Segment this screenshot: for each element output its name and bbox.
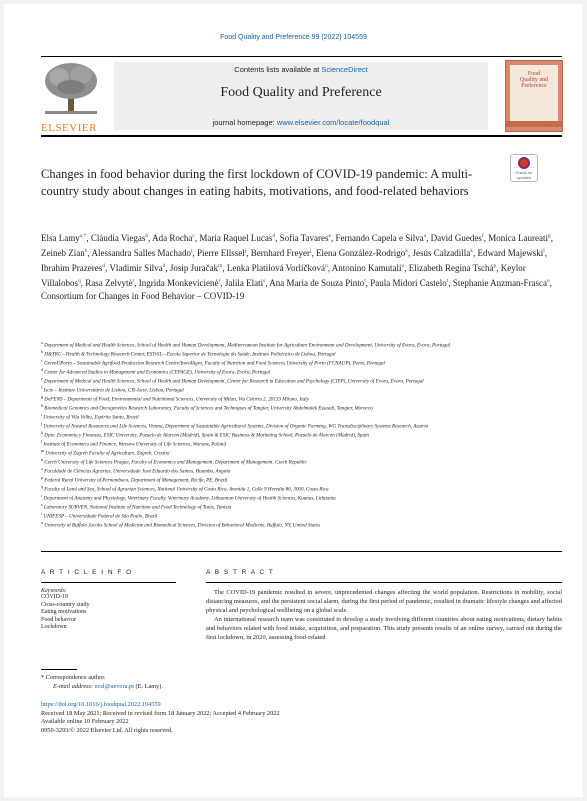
author-affiliation-marker[interactable]: r (218, 278, 221, 284)
homepage-line (114, 118, 488, 127)
author-name[interactable]: Elizabeth Regina Tschá (408, 263, 494, 273)
author-affiliation-marker[interactable]: m (218, 263, 223, 269)
affiliation-marker: a (41, 340, 43, 345)
homepage-prefix: journal homepage: (212, 118, 275, 127)
available-online: Available online 10 February 2022 (41, 718, 129, 726)
elsevier-wordmark: ELSEVIER (41, 122, 97, 134)
author-affiliation-marker[interactable]: t (446, 278, 449, 284)
abstract-rule (206, 582, 562, 583)
author-name[interactable]: Bernhard Freyer (250, 248, 311, 258)
affiliation-text: University of Natural Resources and Life Sciences, Vienna, Department of Sustainable Agricultural Systems, Division of Organic Farming, WG Transdisciplinary Systems Research, Austria (43, 423, 429, 430)
affiliation-text: Federal Rural University of Pernambuco, Department of Management, Recife, PE, Brazil (44, 477, 228, 484)
author-affiliation-marker[interactable]: j (310, 248, 312, 254)
email-label: E-mail address: (53, 682, 94, 690)
email-line (41, 683, 163, 692)
cover-line-2: Quality and (519, 77, 549, 83)
author-name[interactable]: Jalila Elati (224, 278, 264, 288)
affiliation-item (41, 403, 562, 412)
author-name[interactable]: Vladimir Silva (109, 263, 163, 273)
affiliation-marker: f (41, 384, 43, 390)
author-name[interactable]: Ada Rocha (152, 233, 193, 243)
journal-banner (114, 62, 488, 130)
author-name[interactable]: Sofia Tavares (279, 233, 329, 243)
author-name[interactable]: Keylor Villalobos (41, 263, 526, 288)
affiliation-marker: t (41, 510, 43, 516)
affiliation-item (41, 385, 562, 394)
author-affiliation-marker[interactable]: k (405, 248, 409, 254)
keywords-label: Keywords: (41, 588, 67, 594)
elsevier-logo[interactable] (41, 61, 105, 134)
author-name[interactable]: Pierre Ellssel (197, 248, 245, 258)
author-affiliation-marker[interactable]: a (423, 233, 427, 239)
affiliation-text: Department of Medical and Health Sciences, School of Health and Human Development, Center for Research in Education and Psychology (CIEP), University of Evora, Evora, Portugal (44, 378, 424, 385)
author-name[interactable]: Lenka Platilová Vorlíčková (226, 263, 326, 273)
affiliation-marker: n (41, 456, 43, 462)
keyword-item: Food behavior (41, 616, 76, 623)
footnote-rule (41, 669, 77, 670)
article-info-rule (41, 582, 176, 583)
affiliation-item (41, 484, 562, 493)
affiliation-item (41, 466, 562, 475)
author-name[interactable]: Elsa Lamy (41, 233, 80, 243)
journal-header (41, 56, 562, 137)
cover-title (510, 65, 558, 127)
publication-info (41, 701, 280, 735)
affiliation-item (41, 511, 562, 520)
affiliation-text: DeFENS – Department of Food, Environmental and Nutritional Sciences, University of Milan, Via Celoria 2, 20133 Milano, Italy (44, 396, 309, 403)
author-affiliation-marker[interactable]: c (192, 233, 195, 239)
author-name[interactable]: Stephanie Anzman-Frasca (452, 278, 548, 288)
author-affiliation-marker[interactable]: p (493, 263, 497, 269)
author-name[interactable]: Ingrida Monkevicienė (138, 278, 219, 288)
affiliation-text: Center for Advanced Studies in Management and Economics (CEFAGE), University of Evora, Evora, Portugal (44, 369, 271, 376)
affiliation-text: Department of Medical and Health Sciences, School of Health and Human Development, Mediterranean Institute for Agriculture Environment and Development, University of Evora, Evora, Portugal (44, 342, 451, 349)
author-affiliation-marker[interactable]: d (162, 263, 166, 269)
keyword-item: Lockdown (41, 624, 67, 630)
author-name[interactable]: Consortium for Changes in Food Behavior – COVID-19 (41, 291, 245, 301)
affiliation-item (41, 349, 562, 358)
author-name[interactable]: Ibrahim Prazeres (41, 263, 103, 273)
affiliation-item (41, 439, 562, 448)
affiliation-marker: m (41, 447, 45, 453)
affiliation-text: UNIFESP – Universidade Federal de São Paulo, Brazil (43, 513, 158, 520)
affiliation-marker: g (41, 393, 43, 399)
author-name[interactable]: Rasa Zelvytė (85, 278, 133, 288)
author-name[interactable]: Maria Raquel Lucas (199, 233, 273, 243)
affiliation-text: Dpto. Economía y Finanzas, ESIC University, Pozuelo de Alarcón (Madrid), Spain & ESIC Business & Marketing School, Pozuelo de Alarcón (Madrid), Spain (44, 432, 369, 439)
affiliation-marker: i (41, 411, 43, 417)
affiliation-marker: u (41, 519, 43, 525)
cover-band (506, 121, 562, 127)
author-affiliation-marker[interactable]: h (84, 248, 88, 254)
author-affiliation-marker[interactable]: i (190, 248, 193, 254)
author-affiliation-marker[interactable]: n (325, 263, 328, 269)
copyright: 0950-3293/© 2022 Elsevier Ltd. All rights reserved. (41, 726, 173, 734)
author-affiliation-marker[interactable]: f (481, 233, 484, 239)
author-name[interactable]: Zeineb Zian (41, 248, 85, 258)
affiliation-marker: e (41, 375, 43, 381)
author-name[interactable]: Ana Maria de Souza Pinto (269, 278, 365, 288)
affiliation-text: Department of Anatomy and Physiology, Veterinary Faculty, Veterinary Academy, Lithuanian University of Health Sciences, Kaunas, Lithuania (43, 495, 336, 502)
keyword-item: COVID-19 (41, 594, 68, 600)
article-info-heading: A R T I C L E I N F O (41, 569, 133, 576)
affiliation-text: Faculdade de Ciências Agrárias, Universidade José Eduardo dos Santos, Huambo, Angola (44, 468, 231, 475)
author-name[interactable]: Cláudia Viegas (90, 233, 146, 243)
journal-title: Food Quality and Preference (220, 85, 382, 100)
affiliation-text: GreenUPorto – Sustainable Agrifood Production Research Centre/Inov4Agro, Faculty of Nutrition and Food Sciences University of Porto (FCNAUP), Porto, Portugal (44, 360, 385, 367)
affiliation-text: University of Zagreb Faculty of Agriculture, Zagreb, Croatia (45, 450, 170, 457)
journal-cover-thumbnail[interactable] (505, 60, 563, 132)
affiliation-item (41, 394, 562, 403)
author-affiliation-marker[interactable]: e (328, 233, 331, 239)
author-affiliation-marker[interactable]: s (263, 278, 266, 284)
affiliation-item (41, 520, 562, 529)
author-name[interactable]: Monica Laureati (488, 233, 548, 243)
author-affiliation-marker[interactable]: u (547, 278, 550, 284)
author-name[interactable]: Josip Juračak (169, 263, 219, 273)
affiliation-marker: h (41, 402, 43, 408)
author-affiliation-marker[interactable]: o (401, 263, 405, 269)
elsevier-tree-icon (41, 61, 101, 116)
author-name[interactable]: Elena González-Rodrigo (316, 248, 406, 258)
keyword-item: Cross-country study (41, 601, 90, 608)
affiliation-marker: s (41, 501, 43, 507)
author-affiliation-marker[interactable]: t (364, 278, 366, 284)
homepage-link[interactable]: www.elsevier.com/locate/foodqual (276, 118, 390, 127)
affiliation-item (41, 421, 562, 430)
affiliation-item (41, 475, 562, 484)
check-for-updates-icon (518, 157, 530, 169)
author-name[interactable]: David Guedes (430, 233, 482, 243)
cover-line-3: Preference (521, 83, 547, 89)
affiliation-item (41, 457, 562, 466)
affiliation-marker: q (41, 483, 43, 489)
author-name[interactable]: Jesús Calzadilla (412, 248, 471, 258)
footnote (41, 674, 163, 692)
affiliation-item (41, 340, 562, 349)
abstract-panel (206, 569, 562, 642)
affiliation-text: University at Buffalo Jacobs School of Medicine and Biomedical Sciences, Division of Behavioral Medicine, Buffalo, NY, United States (44, 522, 321, 529)
affiliation-text: Laboratory SURVEN, National Institute of Nutrition and Food Technology of Tunis, Tunisia (43, 504, 232, 511)
affiliation-text: Institute of Economics and Finance, Warsaw University of Life Sciences, Warsaw, Poland (43, 441, 227, 448)
affiliation-item (41, 502, 562, 511)
contents-prefix: Contents lists available at (234, 65, 320, 74)
affiliation-item (41, 430, 562, 439)
author-name[interactable]: Edward Majewski (477, 248, 544, 258)
article-title: Changes in food behavior during the first lockdown of COVID-19 pandemic: A multi-country study about changes in eating habits, motivations, and food-related behaviors (41, 167, 473, 198)
author-name[interactable]: Paula Midori Castelo (370, 278, 447, 288)
affiliation-marker: d (41, 366, 43, 372)
affiliation-text: Iscte – Instituto Universitário de Lisboa, CIS-Iscte, Lisboa, Portugal (43, 387, 184, 394)
email-suffix: (E. Lamy). (135, 682, 163, 690)
journal-reference-link[interactable]: Food Quality and Preference 99 (2022) 104559 (220, 34, 367, 41)
article-info-panel (41, 569, 176, 632)
affiliation-item (41, 493, 562, 502)
received-dates: Received 18 May 2021; Received in revised form 18 January 2022; Accepted 4 February 2022 (41, 709, 280, 717)
affiliation-text: University of Vila Velha, Espírito Santo, Brazil (43, 414, 139, 421)
affiliation-item (41, 376, 562, 385)
article-page (4, 4, 583, 797)
keyword-item: Eating motivations (41, 609, 87, 615)
affiliation-marker: o (41, 465, 43, 471)
correspondence-note: * Correspondence author. (41, 674, 106, 681)
affiliation-list (41, 340, 562, 529)
author-affiliation-marker[interactable]: k (470, 248, 474, 254)
abstract-paragraph-1: The COVID-19 pandemic resulted in severe, unprecedented changes affecting the world population. Restrictions in mobility, social distancing measures, and the persistent social alarm, during the first period of pandemic, resulted in dramatic lifestyle changes and affected physical and psychological wellbeing on a global scale. (206, 589, 562, 614)
author-affiliation-marker[interactable]: a,* (79, 233, 87, 239)
check-for-updates-label: Check for updates (515, 170, 533, 180)
affiliation-marker: l (41, 438, 43, 444)
affiliation-marker: c (41, 357, 43, 363)
affiliation-item (41, 367, 562, 376)
author-affiliation-marker[interactable]: g (547, 233, 551, 239)
email-link[interactable]: ecsl@uevora.pt (94, 682, 134, 690)
sciencedirect-link[interactable]: ScienceDirect (321, 65, 368, 74)
affiliation-text: Faculty of Land and Sea, School of Agrarian Sciences, National University of Costa Rica, Avenida 1, Calle 9 Heredia 86, 3000, Costa Rica (44, 486, 329, 493)
author-list: Elsa Lamy$^{a,*}$, Cláudia Viegas$^b$, Ada Rocha$^c$, Maria Raquel Lucas$^d$, Sofia Tavares$^e$, Fernando Capela e Silva$^a$, David Guedes$^f$, Monica Laureati$^g$, Zeineb Zian$^h$, Alessandra Salles Machado$^i$, Pierre Ellssel$^j$, Bernhard Freyer$^j$, Elena González-Rodrigo$^k$, Jesús Calzadilla$^k$, Edward Majewski$^l$, Ibrahim Prazeres$^d$, Vladimir Silva$^d$, Josip Juračak$^m$, Lenka Platilová Vorlíčková$^n$, Antonino Kamutali$^o$, Elizabeth Regina Tschá$^p$, Keylor Villalobos$^q$, Rasa Zelvytė$^r$, Ingrida Monkevicienė$^r$, Jalila Elati$^s$, Ana Maria de Souza Pinto$^t$, Paula Midori Castelo$^t$, Stephanie Anzman-Frasca$^u$, Consortium for Changes in Food Behavior – COVID-19 (41, 233, 553, 301)
affiliation-marker: b (41, 348, 43, 354)
author-affiliation-marker[interactable]: d (272, 233, 276, 239)
author-affiliation-marker[interactable]: j (244, 248, 247, 254)
cover-line-1: Food (527, 71, 541, 77)
affiliation-marker: p (41, 474, 43, 480)
affiliation-item (41, 412, 562, 421)
section-divider (41, 551, 562, 552)
author-affiliation-marker[interactable]: d (102, 263, 105, 269)
affiliation-item (41, 448, 562, 457)
affiliation-text: H&TRC—Health & Technology Research Center, ESTeSL—Escola Superior de Tecnologia da Saúde, Instituto Politécnico de Lisboa, Portugal (44, 351, 336, 358)
check-for-updates-button[interactable] (510, 154, 538, 182)
affiliation-text: Biomedical Genomics and Oncogenetics Research Laboratory, Faculty of Sciences and Techniques of Tangier, University Abdelmalek Essaadi, Tangier, Morocco (44, 405, 373, 412)
affiliation-marker: r (41, 492, 43, 498)
author-name[interactable]: Antonino Kamutali (331, 263, 402, 273)
affiliation-marker: k (41, 429, 43, 435)
abstract-heading: A B S T R A C T (206, 569, 275, 576)
affiliation-marker: j (41, 420, 43, 426)
contents-line (114, 65, 488, 74)
doi-link[interactable]: https://doi.org/10.1016/j.foodqual.2022.104559 (41, 701, 161, 708)
author-name[interactable]: Fernando Capela e Silva (335, 233, 424, 243)
affiliation-item (41, 358, 562, 367)
abstract-paragraph-2: An international research team was constituted to develop a study involving different countries about eating motivations, dietary habits and behaviors related with food intake, acquisition, and preparation. This study presents results of an online survey, carried out during the first lockdown, in 2020, assessing food-related (206, 616, 562, 641)
keyword-list (41, 594, 176, 632)
author-affiliation-marker[interactable]: l (543, 248, 545, 254)
author-affiliation-marker[interactable]: b (145, 233, 149, 239)
author-affiliation-marker[interactable]: r (132, 278, 135, 284)
author-affiliation-marker[interactable]: q (77, 278, 81, 284)
affiliation-text: Czech University of Life Sciences Prague, Faculty of Economics and Management, Department of Management, Czech Republic (44, 459, 307, 466)
author-name[interactable]: Alessandra Salles Machado (91, 248, 191, 258)
